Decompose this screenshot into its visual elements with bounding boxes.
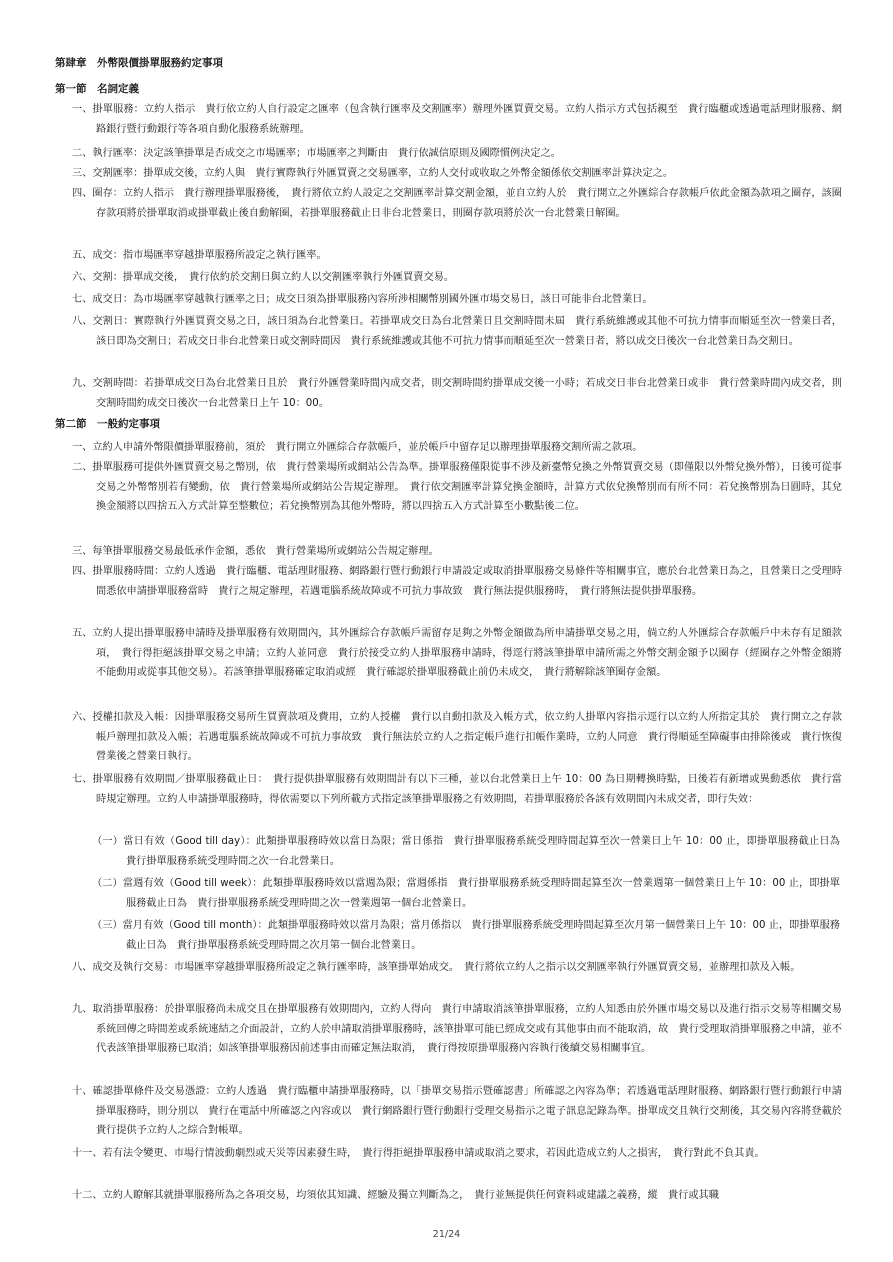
validity-subitem: （三）當月有效（Good till month）：此類掛單服務時效以當月為限；當月係指以 貴行掛單服務系統受理時間起算至次月第一個營業日上午 10：00 止，即掛單服務截止日為 貴行掛單服務系統受理時間之次月第一個台北營業日。 [92,920,840,951]
definition-item: 五、成交：指市場匯率穿越掛單服務所設定之執行匯率。 [72,250,327,261]
section-title-definitions: 第一節 名詞定義 [55,83,139,95]
definition-item: 七、成交日：為市場匯率穿越執行匯率之日；成交日須為掛單服務內容所涉相關幣別國外匯市場交易日，該日可能非台北營業日。 [72,294,653,305]
general-item: 十一、若有法令變更、市場行情波動劇烈或天災等因素發生時， 貴行得拒絕掛單服務申請或取消之要求，若因此造成立約人之損害， 貴行對此不負其責。 [72,1148,765,1159]
general-item: 十二、立約人瞭解其就掛單服務所為之各項交易，均須依其知識、經驗及獨立判斷為之， 貴行並無提供任何資料或建議之義務，縱 貴行或其職 [72,1190,719,1201]
page-number: 21/24 [432,1229,461,1240]
definition-item: 八、交割日：實際執行外匯買賣交易之日，該日須為台北營業日。若掛單成交日為台北營業日且交割時間未屆 貴行系統維護或其他不可抗力情事而順延至次一營業日者，該日即為交割日；若成交日非台北營業日或交割時間因 貴行系統維護或其他不可抗力情事而順延至次一營業日者，將以成交日後次一台北營業日為交割日。 [72,316,842,347]
general-item: 二、掛單服務可提供外匯買賣交易之幣別，依 貴行營業場所或網站公告為準。掛單服務僅限從事不涉及新臺幣兌換之外幣買賣交易（即僅限以外幣兌換外幣），日後可從事交易之外幣幣別若有變動，依 貴行營業場所或網站公告規定辦理。 貴行依交割匯率計算兌換金額時，計算方式依兌換幣別而有所不同：若兌換幣別為日圓時，其兌換金額將以四捨五入方式計算至整數位；若兌換幣別為其他外幣時，將以四捨五入方式計算至小數點後二位。 [72,462,842,512]
general-item: 八、成交及執行交易：市場匯率穿越掛單服務所設定之執行匯率時，該筆掛單始成交。 貴行將依立約人之指示以交割匯率執行外匯買賣交易，並辦理扣款及入帳。 [72,962,801,973]
section-title-general: 第二節 一般約定事項 [55,418,160,430]
general-item: 十、確認掛單條件及交易憑證：立約人透過 貴行臨櫃申請掛單服務時，以「掛單交易指示暨確認書」所確認之內容為準；若透過電話理財服務、網路銀行暨行動銀行申請掛單服務時，則分別以 貴行在電話中所確認之內容或以 貴行網路銀行暨行動銀行受理交易指示之電子訊息記錄為準。掛單成交且執行交割後，其交易內容將登載於 貴行提供予立約人之綜合對帳單。 [72,1086,853,1136]
definition-item: 九、交割時間：若掛單成交日為台北營業日且於 貴行外匯營業時間內成交者，則交割時間約掛單成交後一小時；若成交日非台北營業日或非 貴行營業時間內成交者，則交割時間約成交日後次一台北營業日上午 10：00。 [72,378,842,409]
definition-item: 四、圈存：立約人指示 貴行辦理掛單服務後， 貴行將依立約人設定之交割匯率計算交割金額，並自立約人於 貴行開立之外匯綜合存款帳戶依此金額為款項之圈存，該圈存款項將於掛單取消或掛單截止後自動解圈，若掛單服務截止日非台北營業日，則圈存款項將於次一台北營業日解圈。 [72,188,842,219]
general-item: 五、立約人提出掛單服務申請時及掛單服務有效期間內，其外匯綜合存款帳戶需留存足夠之外幣金額做為所申請掛單交易之用，倘立約人外匯綜合存款帳戶中未存有足額款項， 貴行得拒絕該掛單交易之申請；立約人並同意 貴行於接受立約人掛單服務申請時，得逕行將該筆掛單申請所需之外幣交割金額予以圈存（經圈存之外幣金額將不能動用或從事其他交易）。若該筆掛單服務確定取消或經 貴行確認於掛單服務截止前仍未成交， 貴行將解除該筆圈存金額。 [72,628,842,678]
validity-subitem: （一）當日有效（Good till day）：此類掛單服務時效以當日為限；當日係指 貴行掛單服務系統受理時間起算至次一營業日上午 10：00 止，即掛單服務截止日為 貴行掛單服務系統受理時間之次一台北營業日。 [92,836,851,867]
definition-item: 二、執行匯率：決定該筆掛單是否成交之市場匯率；市場匯率之判斷由 貴行依誠信原則及國際慣例決定之。 [72,148,561,159]
chapter-title: 第肆章 外幣限價掛單服務約定事項 [55,57,223,69]
definition-item: 三、交割匯率：掛單成交後，立約人與 貴行實際執行外匯買賣之交易匯率，立約人交付或收取之外幣金額係依交割匯率計算決定之。 [72,168,674,179]
general-item: 一、立約人申請外幣限價掛單服務前，須於 貴行開立外匯綜合存款帳戶，並於帳戶中留存足以辦理掛單服務交割所需之款項。 [72,442,643,453]
general-item: 七、掛單服務有效期間／掛單服務截止日： 貴行提供掛單服務有效期間計有以下三種，並以台北營業日上午 10：00 為日期轉換時點，日後若有新增或異動悉依 貴行當時規定辦理。立約人申請掛單服務時，得依需要以下列所載方式指定該筆掛單服務之有效期間，若掛單服務於各該有效期間內未成交者，即行失效： [72,774,842,805]
general-item: 六、授權扣款及入帳：因掛單服務交易所生買賣款項及費用，立約人授權 貴行以自動扣款及入帳方式，依立約人掛單內容指示逕行以立約人所指定其於 貴行開立之存款帳戶辦理扣款及入帳；若遇電腦系統故障或不可抗力事故致 貴行無法於立約人之指定帳戶進行扣帳作業時，立約人同意 貴行得順延至障礙事由排除後或 貴行恢復營業後之營業日執行。 [72,712,842,762]
general-item: 三、每筆掛單服務交易最低承作金額，悉依 貴行營業場所或網站公告規定辦理。 [72,546,439,557]
validity-subitem: （二）當週有效（Good till week）：此類掛單服務時效以當週為限；當週係指 貴行掛單服務系統受理時間起算至次一營業週第一個營業日上午 10：00 止，即掛單服務截止日為 貴行掛單服務系統受理時間之次一營業週第一個台北營業日。 [92,878,840,909]
general-item: 九、取消掛單服務：於掛單服務尚未成交且在掛單服務有效期間內，立約人得向 貴行申請取消該筆掛單服務，立約人知悉由於外匯市場交易以及進行指示交易等相關交易系統回傳之時間差或系統連結之介面設計，立約人於申請取消掛單服務時，該筆掛單可能已經成交或有其他事由而不能取消，故 貴行受理取消掛單服務之申請，並不代表該筆掛單服務已取消；如該筆掛單服務因前述事由而確定無法取消， 貴行得按原掛單服務內容執行後續交易相關事宜。 [72,1004,842,1054]
definition-item: 六、交割：掛單成交後， 貴行依約於交割日與立約人以交割匯率執行外匯買賣交易。 [72,272,455,283]
general-item: 四、掛單服務時間：立約人透過 貴行臨櫃、電話理財服務、網路銀行暨行動銀行申請設定或取消掛單服務交易條件等相關事宜，應於台北營業日為之，且營業日之受理時間悉依申請掛單服務當時 貴行之規定辦理，若遇電腦系統故障或不可抗力事故致 貴行無法提供服務時， 貴行將無法提供掛單服務。 [72,566,842,597]
definition-item: 一、掛單服務：立約人指示 貴行依立約人自行設定之匯率（包含執行匯率及交割匯率）辦理外匯買賣交易。立約人指示方式包括親至 貴行臨櫃或透過電話理財服務、網路銀行暨行動銀行等各項自動化服務系統辦理。 [72,104,842,135]
